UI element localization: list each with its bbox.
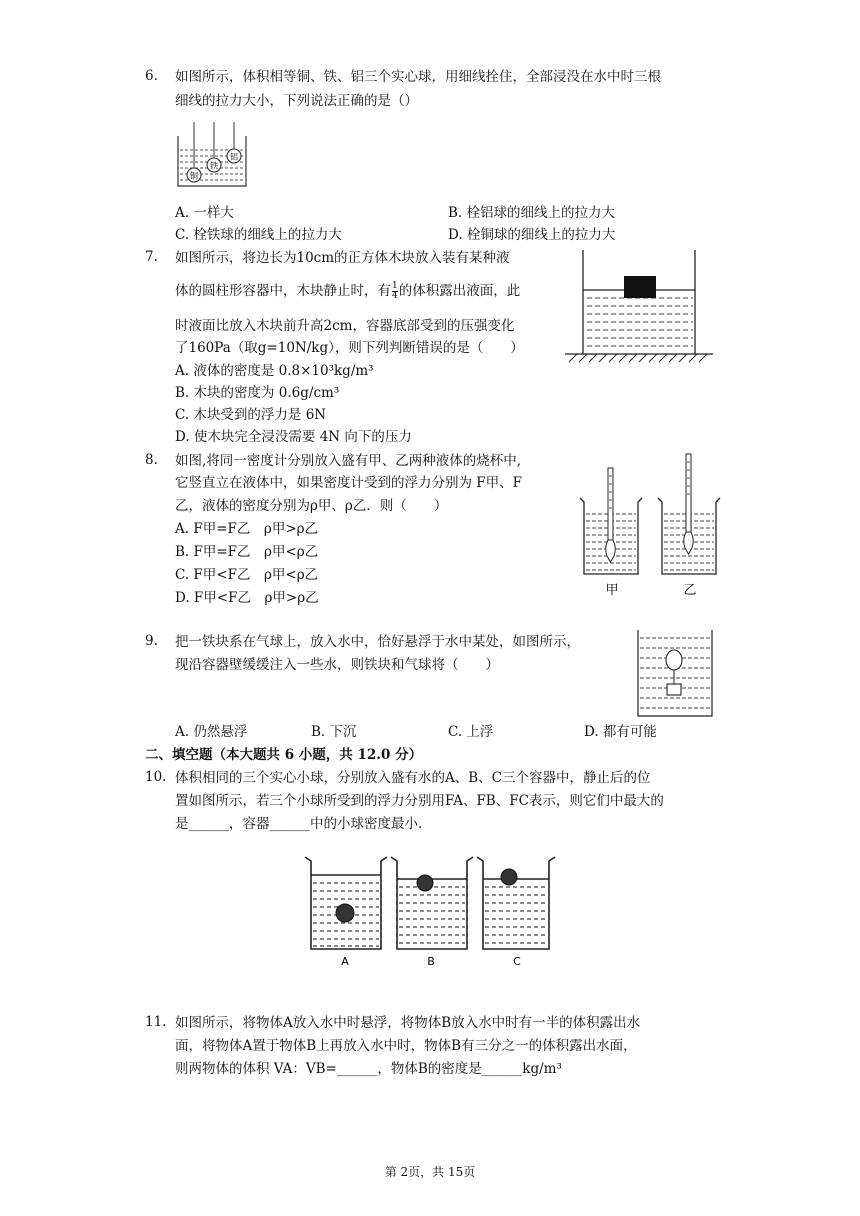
copper-label: 铜 [190,171,198,181]
q8-option-b: B. F甲=F乙 ρ甲<ρ乙 [175,544,319,560]
q7-number: 7. [145,249,158,265]
q6-option-a: A. 一样大 [175,205,234,221]
q9-figure [636,630,714,718]
q11-text-line1: 如图所示，将物体A放入水中时悬浮，将物体B放入水中时有一半的体积露出水 [175,1015,641,1031]
ball-a [336,904,354,922]
q9-text-line2: 现沿容器壁缓缓注入一些水，则铁块和气球将（ ） [175,657,499,673]
q6-option-d: D. 栓铜球的细线上的拉力大 [448,227,616,243]
q10-text-line1: 体积相同的三个实心小球，分别放入盛有水的A、B、C三个容器中，静止后的位 [175,770,651,786]
q7-option-d: D. 使木块完全浸没需要 4N 向下的压力 [175,429,412,445]
q11-number: 11. [145,1014,167,1030]
q8-text-line3: 乙，液体的密度分别为ρ甲、ρ乙．则（ ） [175,498,448,514]
q10-number: 10. [145,769,167,785]
q10-text-line2: 置如图所示，若三个小球所受到的浮力分别用FA、FB、FC表示，则它们中最大的 [175,793,664,809]
q10-figure [303,853,555,971]
label-jia: 甲 [605,583,619,598]
label-b: B [427,955,435,968]
container-b [391,857,473,949]
aluminum-label: 铝 [230,152,238,162]
ball-b [417,875,433,891]
q9-number: 9. [145,633,158,649]
container-c [477,857,555,949]
q9-text-line1: 把一铁块系在气球上，放入水中，恰好悬浮于水中某处，如图所示， [175,634,580,650]
fraction: $\frac{1}{4}$ [392,281,398,301]
q8-text-line2: 它竖直立在液体中，如果密度计受到的浮力分别为 F甲、F [175,475,523,491]
q8-option-d: D. F甲<F乙 ρ甲>ρ乙 [175,590,319,606]
q8-number: 8. [145,452,158,468]
q6-option-c: C. 栓铁球的细线上的拉力大 [175,227,342,243]
label-yi: 乙 [683,583,697,598]
q6-text-line1: 如图所示，体积相等铜、铁、铝三个实心球，用细线拴住，全部浸没在水中时三根 [175,69,661,85]
balloon [666,650,682,670]
iron-label: 铁 [210,161,218,171]
q7-option-b: B. 木块的密度为 0.6g/cm³ [175,385,340,401]
q8-text-line1: 如图,将同一密度计分别放入盛有甲、乙两种液体的烧杯中, [175,453,522,469]
q7-text-line4: 了160Pa（取g=10N/kg），则下列判断错误的是（ ） [175,340,524,356]
q9-option-c: C. 上浮 [448,724,494,740]
iron-block [667,684,681,695]
q6-option-b: B. 栓铝球的细线上的拉力大 [448,205,616,221]
q6-text-line2: 细线的拉力大小，下列说法正确的是（） [175,93,418,109]
section-fill-in-heading: 二、填空题（本大题共 6 小题，共 12.0 分） [145,747,423,763]
label-c: C [513,955,521,968]
label-a: A [341,955,349,968]
q6-figure [174,122,250,188]
q9-option-a: A. 仍然悬浮 [175,724,248,740]
container-a [305,857,387,949]
q9-option-d: D. 都有可能 [584,724,657,740]
page-footer: 第 2页，共 15页 [384,1165,476,1179]
q8-option-a: A. F甲=F乙 ρ甲>ρ乙 [175,521,319,537]
q11-text-line3: 则两物体的体积 VA：VB=______，物体B的密度是______kg/m³ [175,1061,562,1077]
q7-figure [565,250,713,368]
q11-text-line2: 面，将物体A置于物体B上再放入水中时，物体B有三分之一的体积露出水面， [175,1038,637,1054]
beaker-yi [658,454,720,574]
wood-block [624,276,656,298]
q7-text-line3: 时液面比放入木块前升高2cm，容器底部受到的压强变化 [175,318,515,334]
q6-number: 6. [145,68,158,84]
q7-option-c: C. 木块受到的浮力是 6N [175,407,327,423]
q7-text-line1: 如图所示，将边长为10cm的正方体木块放入装有某种液 [175,250,510,266]
q9-option-b: B. 下沉 [311,724,357,740]
beaker-jia [580,468,642,574]
ball-c [501,869,517,885]
q7-text-line2: 体的圆柱形容器中，木块静止时，有 $\frac{1}{4}$ 的体积露出液面，此 [175,281,521,301]
q8-figure [578,452,726,600]
q10-text-line3: 是______，容器______中的小球密度最小. [175,816,423,832]
q7-option-a: A. 液体的密度是 0.8×10³kg/m³ [175,363,374,379]
q8-option-c: C. F甲<F乙 ρ甲<ρ乙 [175,567,319,583]
